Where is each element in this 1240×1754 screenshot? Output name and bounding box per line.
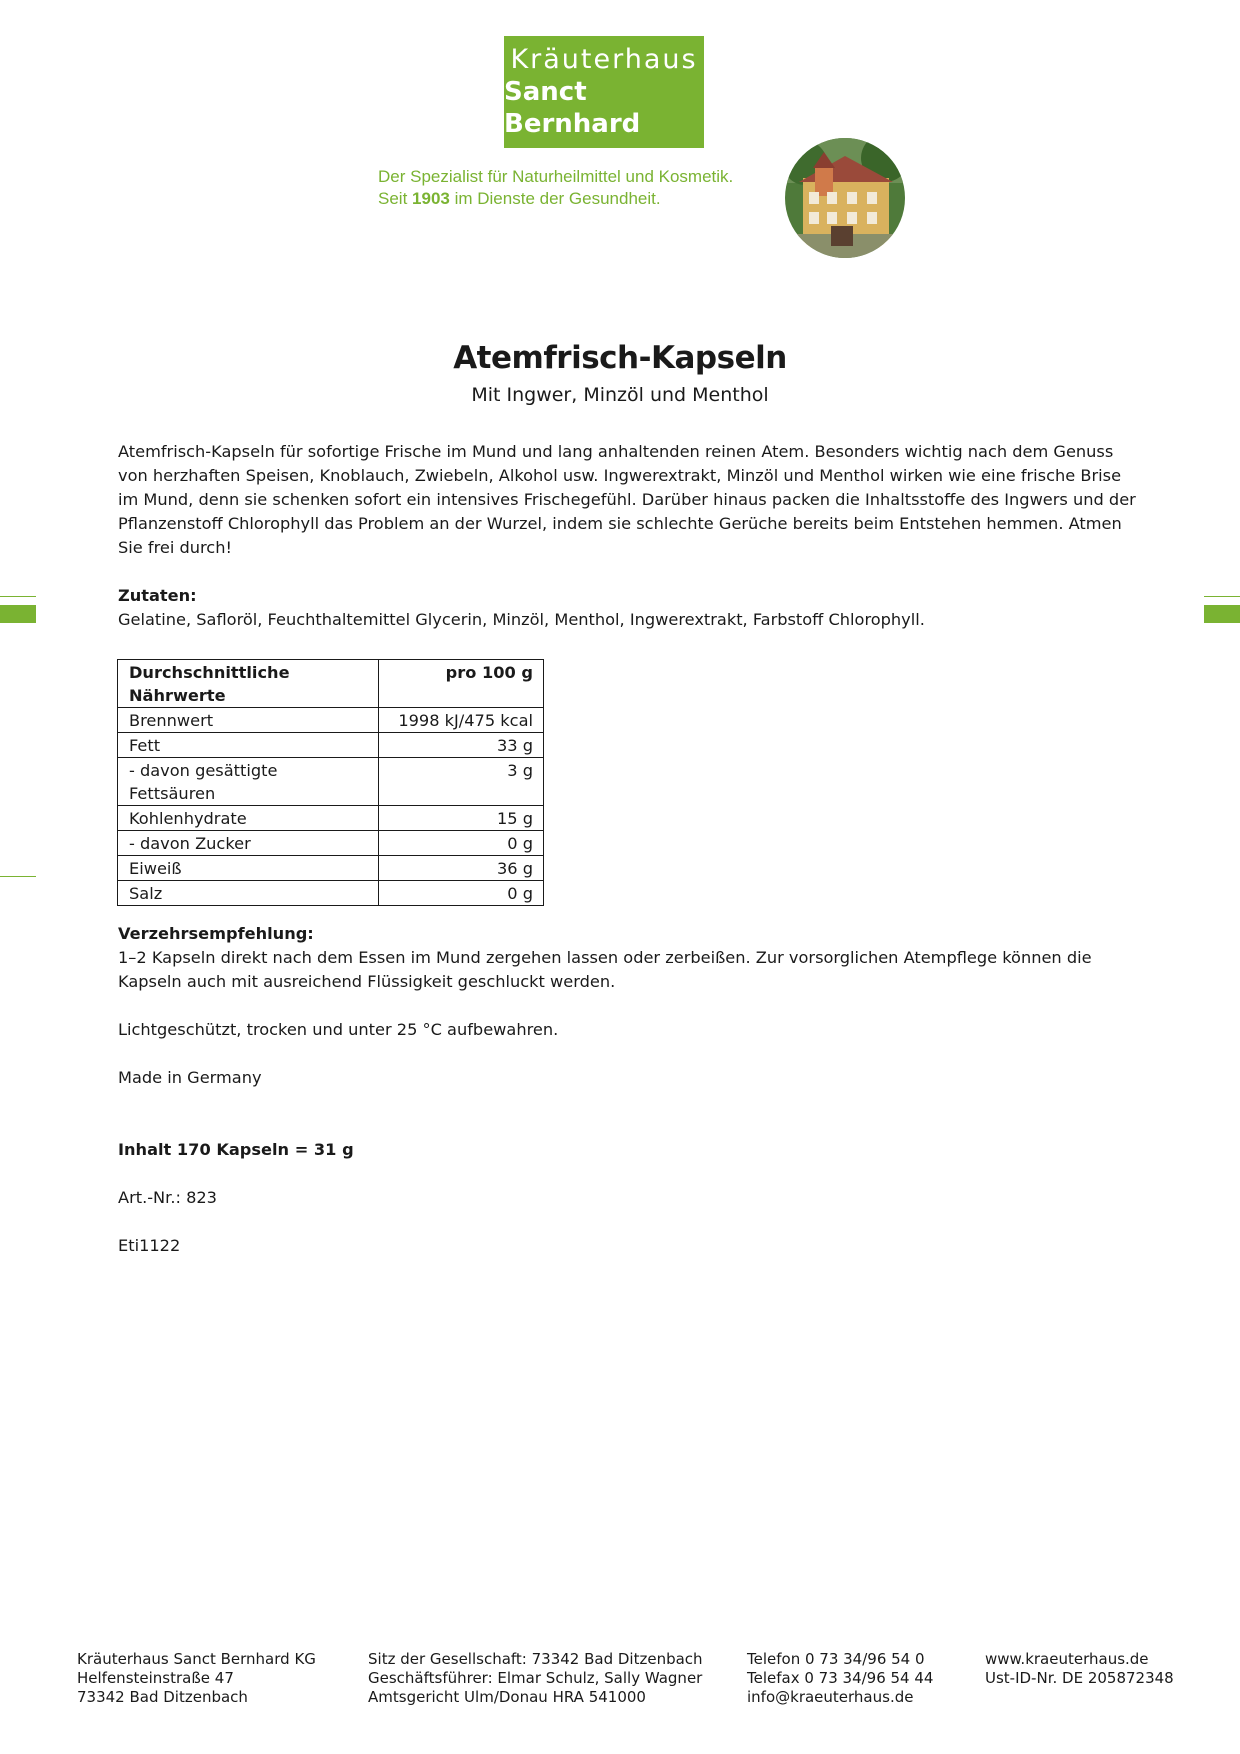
footer-legal [368,1650,703,1707]
table-row [118,806,544,831]
building-photo [785,138,905,258]
table-row [118,758,544,806]
tagline-line-2 [378,188,733,210]
footer-vat-id: Ust-ID-Nr. DE 205872348 [985,1669,1174,1687]
nutrition-label: Eiweiß [118,856,379,881]
footer-phone: Telefon 0 73 34/96 54 0 [747,1650,925,1668]
table-row [118,831,544,856]
product-description-block [118,440,1138,632]
footer-contact [747,1650,933,1707]
tagline-rest: im Dienste der Gesundheit. [454,189,661,208]
nutrition-value: 3 g [378,758,543,806]
footer-line: 73342 Bad Ditzenbach [77,1688,248,1706]
footer-fax: Telefax 0 73 34/96 54 44 [747,1669,934,1687]
footer-line: Helfensteinstraße 47 [77,1669,234,1687]
article-number: Art.-Nr.: 823 [118,1188,217,1207]
usage-block [118,922,1138,1258]
origin-text: Made in Germany [118,1068,262,1087]
nutrition-value: 36 g [378,856,543,881]
brand-logo [504,36,704,148]
table-row [118,856,544,881]
nutrition-value: 0 g [378,831,543,856]
product-description: Atemfrisch-Kapseln für sofortige Frische im Mund und lang anhaltenden reinen Atem. Besonders wichtig nach dem Genuss von herzhaften Speisen, Knoblauch, Zwiebeln, Alkohol usw. Ingwerextrakt, Minzöl und Menthol wirken wie eine frische Brise im Mund, denn sie schenken sofort ein intensives Frischegefühl. Darüber hinaus packen die Inhaltsstoffe des Ingwers und der Pflanzenstoff Chlorophyll das Problem an der Wurzel, indem sie schlechte Gerüche bereits beim Entstehen hemmen. Atmen Sie frei durch! [118,442,1136,557]
nutrition-table [117,659,544,906]
nutrition-header-row [118,660,544,708]
footer-line: Amtsgericht Ulm/Donau HRA 541000 [368,1688,646,1706]
tagline-seit: Seit [378,189,408,208]
table-row [118,708,544,733]
nutrition-label: - davon Zucker [118,831,379,856]
brand-tagline [378,166,733,210]
nutrition-label: Kohlenhydrate [118,806,379,831]
storage-text: Lichtgeschützt, trocken und unter 25 °C aufbewahren. [118,1020,559,1039]
table-row [118,733,544,758]
footer-web [985,1650,1174,1688]
contents-text: Inhalt 170 Kapseln = 31 g [118,1140,354,1159]
nutrition-value: 15 g [378,806,543,831]
nutrition-label: - davon gesättigte Fettsäuren [118,758,379,806]
nutrition-header-label: Durchschnittliche Nährwerte [118,660,379,708]
tagline-line-1: Der Spezialist für Naturheilmittel und Kosmetik. [378,167,734,186]
table-row [118,881,544,906]
footer-email: info@kraeuterhaus.de [747,1688,914,1706]
fold-marker-left [0,605,36,623]
product-title: Atemfrisch-Kapseln [453,340,787,376]
footer-line: Geschäftsführer: Elmar Schulz, Sally Wagner [368,1669,703,1687]
tagline-year: 1903 [412,189,450,208]
ingredients-text: Gelatine, Safloröl, Feuchthaltemittel Glycerin, Minzöl, Menthol, Ingwerextrakt, Farbstoff Chlorophyll. [118,610,925,629]
nutrition-value: 33 g [378,733,543,758]
usage-heading: Verzehrsempfehlung: [118,924,314,943]
nutrition-header-value: pro 100 g [378,660,543,708]
footer-company [77,1650,316,1707]
nutrition-value: 1998 kJ/475 kcal [378,708,543,733]
nutrition-value: 0 g [378,881,543,906]
fold-line-right-top [1204,596,1240,597]
logo-line-2: Sanct Bernhard [504,77,641,139]
nutrition-label: Brennwert [118,708,379,733]
fold-marker-right [1204,605,1240,623]
label-code: Eti1122 [118,1236,181,1255]
logo-line-1: Kräuterhaus [510,44,698,75]
ingredients-heading: Zutaten: [118,586,197,605]
fold-line-left-bottom [0,876,36,877]
fold-line-left-top [0,596,36,597]
building-illustration-icon [785,138,905,258]
nutrition-label: Salz [118,881,379,906]
nutrition-label: Fett [118,733,379,758]
usage-text: 1–2 Kapseln direkt nach dem Essen im Mund zergehen lassen oder zerbeißen. Zur vorsorglichen Atempflege können die Kapseln auch mit ausreichend Flüssigkeit geschluckt werden. [118,948,1092,991]
footer-website: www.kraeuterhaus.de [985,1650,1149,1668]
footer-line: Kräuterhaus Sanct Bernhard KG [77,1650,316,1668]
footer-line: Sitz der Gesellschaft: 73342 Bad Ditzenbach [368,1650,703,1668]
product-subtitle: Mit Ingwer, Minzöl und Menthol [471,384,769,406]
